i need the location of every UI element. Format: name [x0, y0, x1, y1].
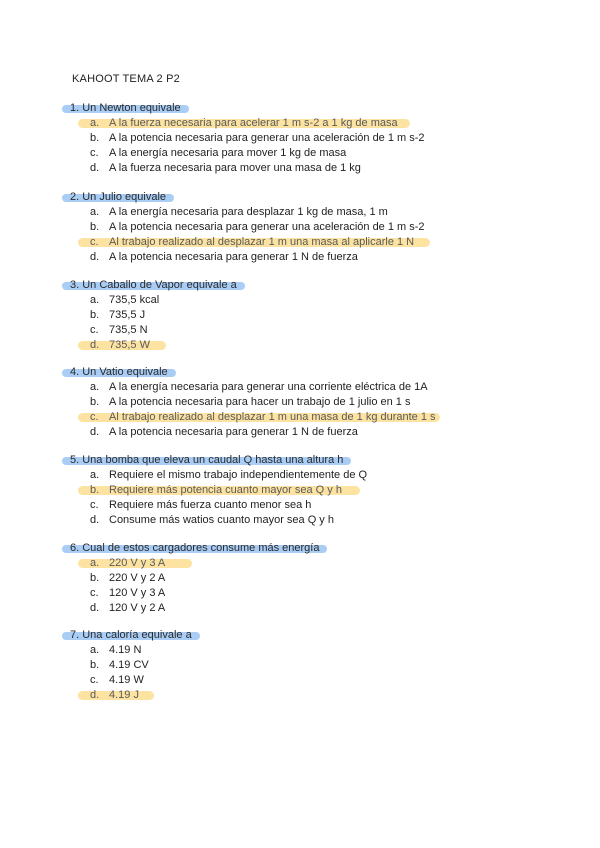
- question-title: 1. Un Newton equivale: [70, 101, 181, 115]
- question-title: 5. Una bomba que eleva un caudal Q hasta una altura h: [70, 453, 343, 467]
- question-title: 2. Un Julio equivale: [70, 190, 166, 204]
- question-title: 3. Un Caballo de Vapor equivale a: [70, 278, 237, 292]
- question-title: 4. Un Vatio equivale: [70, 365, 168, 379]
- question-title: 7. Una caloría equivale a: [70, 628, 192, 642]
- question-title: 6. Cual de estos cargadores consume más energía: [70, 541, 319, 555]
- document-page: KAHOOT TEMA 2 P2 1. Un Newton equivale a. A la fuerza necesaria para acelerar 1 m s-2 a 1 kg de masa b. A la potencia necesaria para generar una aceleración de 1 m s-2 c. A la energía necesaria para mover 1 kg de masa d. A la fuerza necesaria para mover una masa de 1 kg 2. Un Julio equivale a. A la energía necesaria para desplazar 1 kg de masa, 1 m b. A la potencia necesaria para generar una aceleración de 1 m s-2 c. Al trabajo realizado al desplazar 1 m una masa al aplicarle 1 N d. A la potencia necesaria para generar 1 N de fuerza 3. Un Caballo de Vapor equivale a a. 735,5 kcal b. 735,5 J c. 735,5 N d. 735,5 W 4. Un Vatio equivale a. A la energía necesaria para generar una corriente eléctrica de 1A b. A la potencia necesaria para hacer un trabajo de 1 julio en 1 s c. Al trabajo realizado al desplazar 1 m una masa de 1 kg durante 1 s d. A la potencia necesaria para generar 1 N de fuerza 5. Una bomba que eleva un caudal Q hasta una altura h a. Requiere el mismo trabajo independientemente de Q b. Requiere más potencia cuanto mayor sea Q y h c. Requiere más fuerza cuanto menor sea h d. Consume más watios cuanto mayor sea Q y h 6. Cual de estos cargadores consume más energía a. 220 V y 3 A b. 220 V y 2 A c. 120 V y 3 A d. 120 V y 2 A 7. Una caloría equivale a a. 4.19 N b. 4.19 CV c. 4.19 W d. 4.19 J: [0, 0, 600, 848]
- document-title: KAHOOT TEMA 2 P2: [72, 73, 180, 85]
